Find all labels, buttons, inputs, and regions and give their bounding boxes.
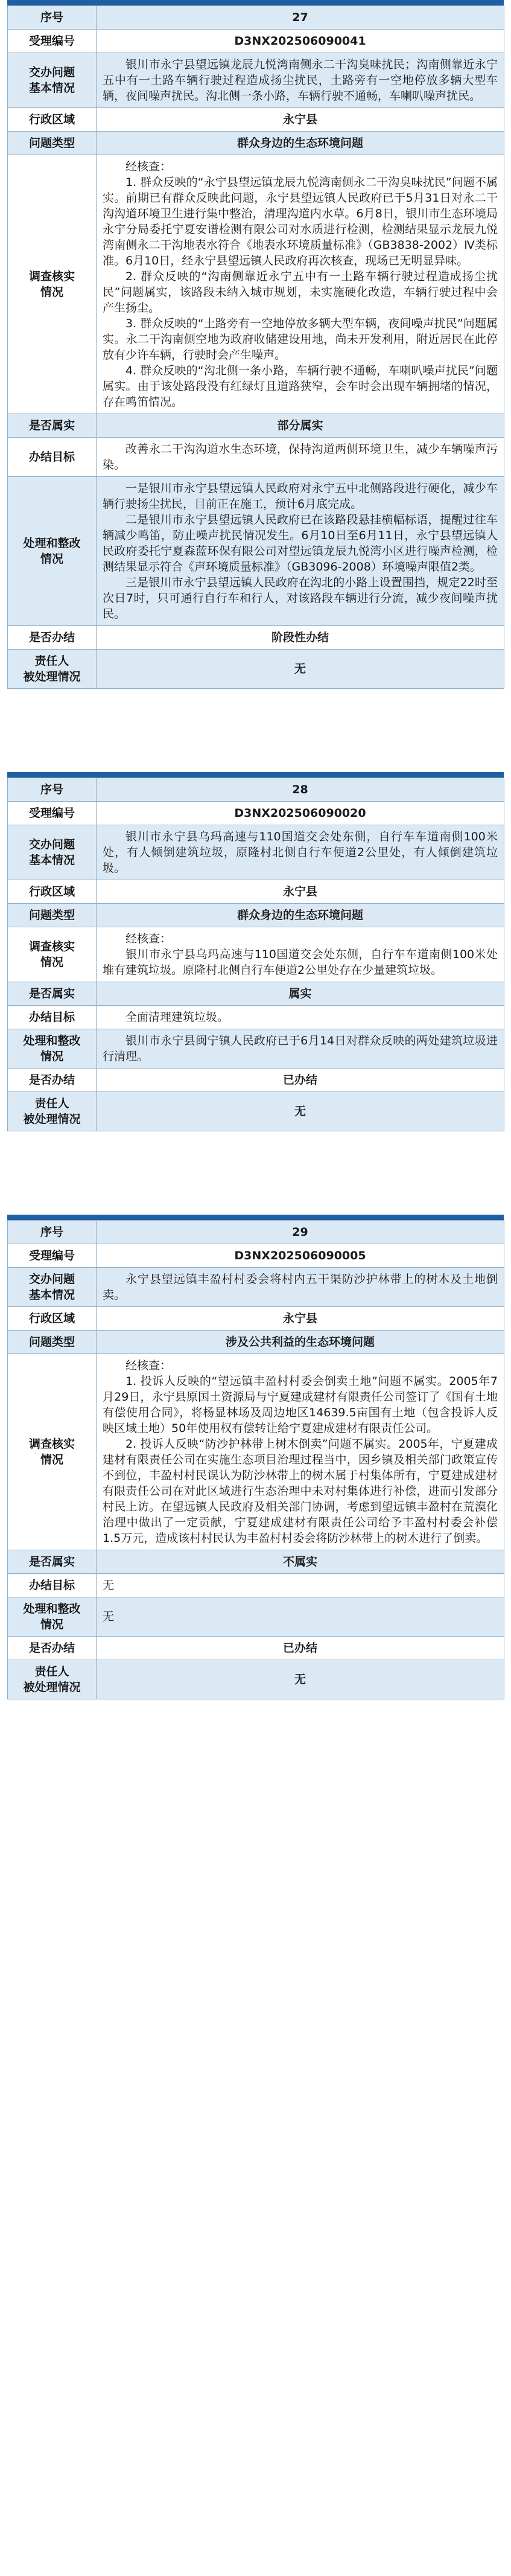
seq-label-text: 序号 — [40, 1226, 63, 1239]
seq-row — [8, 778, 504, 802]
investigation-row — [8, 1354, 504, 1550]
seq-label-text: 序号 — [40, 783, 63, 796]
issue-type-row — [8, 132, 504, 155]
goal-label — [8, 1574, 97, 1597]
completed-label-text: 是否办结 — [28, 1641, 75, 1655]
region-row — [8, 880, 504, 904]
investigation-value — [97, 927, 504, 982]
verified-row — [8, 982, 504, 1006]
assigned-issue-value: 银川市永宁县望远镇龙辰九悦湾南侧永二干沟臭味扰民；沟南侧靠近永宁五中有一土路车辆行驶过程造成扬尘扰民，土路旁有一空地停放多辆大型车辆，夜间噪声扰民。沟北侧一条小路，车辆行驶不通畅，车喇叭噪声扰民。 — [97, 53, 504, 108]
handling-value — [97, 1029, 504, 1069]
acceptance-id-value: D3NX202506090020 — [97, 802, 504, 825]
accountability-row — [8, 1660, 504, 1699]
completed-value: 已办结 — [97, 1069, 504, 1092]
assigned-issue-row — [8, 53, 504, 108]
accountability-label — [8, 650, 97, 689]
investigation-value-paragraph: 2. 群众反映的“沟南侧靠近永宁五中有一土路车辆行驶过程造成扬尘扰民”问题属实，该路段未纳入城市规划，未实施硬化改造，车辆行驶过程中会产生扬尘。 — [103, 270, 498, 315]
assigned-issue-value: 永宁县望远镇丰盈村村委会将村内五干渠防沙护林带上的树木及土地倒卖。 — [97, 1268, 504, 1307]
completed-label — [8, 1069, 97, 1092]
handling-label-text: 情况 — [40, 552, 63, 566]
investigation-label — [8, 155, 97, 414]
verified-label-text: 是否属实 — [28, 987, 75, 1000]
region-label — [8, 880, 97, 904]
verified-value: 不属实 — [97, 1550, 504, 1574]
goal-value-paragraph: 改善永二干沟沟道水生态环境，保持沟道两侧环境卫生，减少车辆噪声污染。 — [103, 443, 498, 471]
record-top-bar — [7, 1215, 504, 1220]
handling-label-text: 情况 — [40, 1050, 63, 1063]
region-row — [8, 108, 504, 132]
investigation-value-paragraph: 经核查： — [125, 1359, 172, 1372]
issue-type-value: 群众身边的生态环境问题 — [97, 132, 504, 155]
seq-row — [8, 6, 504, 30]
completed-row — [8, 626, 504, 650]
issue-type-row — [8, 904, 504, 927]
accountability-label-text: 被处理情况 — [23, 1113, 81, 1126]
verified-value: 部分属实 — [97, 414, 504, 438]
verified-label — [8, 1550, 97, 1574]
region-label-text: 行政区域 — [28, 113, 75, 126]
goal-label-text: 办结目标 — [28, 1579, 75, 1592]
accountability-label — [8, 1660, 97, 1699]
accountability-row — [8, 1092, 504, 1131]
completed-value: 已办结 — [97, 1637, 504, 1660]
region-value: 永宁县 — [97, 108, 504, 132]
verified-label-text: 是否属实 — [28, 1555, 75, 1568]
completed-label — [8, 626, 97, 650]
verified-label — [8, 414, 97, 438]
investigation-label-text: 调查核实 — [28, 940, 75, 953]
case-record — [7, 1215, 504, 1699]
investigation-value-paragraph: 2. 投诉人反映“防沙护林带上树木倒卖”问题不属实。2005年，宁夏建成建材有限责任公司在实施生态项目治理过程当中，因乡镇及相关部门政策宣传不到位，丰盈村村民误认为防沙林带上的树木属于村集体所有，宁夏建成建材有限责任公司在对此区域进行生态治理中未对村集体进行补偿，进而引发部分村民上访。在望远镇人民政府及相关部门协调，考虑到望远镇丰盈村在荒漠化治理中做出了一定贡献，宁夏建成建材有限责任公司给予丰盈村村委会补偿1.5万元，造成该村村民认为丰盈村村委会将防沙林带上的树木进行了倒卖。 — [103, 1437, 498, 1545]
region-label — [8, 108, 97, 132]
goal-row — [8, 438, 504, 477]
investigation-value-paragraph: 经核查： — [125, 160, 172, 173]
investigation-value-paragraph: 4. 群众反映的“沟北侧一条小路，车辆行驶不通畅，车喇叭噪声扰民”问题属实。由于该处路段没有红绿灯且道路狭窄，会车时会出现车辆拥堵的情况，存在鸣笛情况。 — [103, 364, 498, 409]
record-table — [7, 1220, 504, 1699]
handling-value-paragraph: 三是银川市永宁县望远镇人民政府在沟北的小路上设置围挡，规定22时至次日7时，只可通行自行车和行人，对该路段车辆进行分流，减少夜间噪声扰民。 — [103, 576, 498, 621]
accountability-value: 无 — [97, 1660, 504, 1699]
handling-value — [97, 1597, 504, 1637]
assigned-issue-label-text: 交办问题 — [28, 66, 75, 79]
handling-label-text: 处理和整改 — [23, 537, 81, 550]
region-label — [8, 1307, 97, 1331]
goal-row — [8, 1006, 504, 1029]
completed-label — [8, 1637, 97, 1660]
goal-value — [97, 438, 504, 477]
case-record — [7, 772, 504, 1131]
assigned-issue-label-text: 基本情况 — [28, 81, 75, 95]
handling-label-text: 情况 — [40, 1618, 63, 1631]
accountability-label-text: 被处理情况 — [23, 1681, 81, 1694]
goal-value-paragraph: 全面清理建筑垃圾。 — [125, 1011, 229, 1024]
goal-value — [97, 1574, 504, 1597]
record-table — [7, 778, 504, 1131]
region-value: 永宁县 — [97, 1307, 504, 1331]
goal-label — [8, 1006, 97, 1029]
seq-row — [8, 1221, 504, 1244]
acceptance-id-label-text: 受理编号 — [28, 34, 75, 48]
handling-label — [8, 1597, 97, 1637]
assigned-issue-row — [8, 1268, 504, 1307]
investigation-label — [8, 1354, 97, 1550]
issue-type-label — [8, 132, 97, 155]
completed-label-text: 是否办结 — [28, 1073, 75, 1087]
acceptance-id-row — [8, 30, 504, 53]
handling-value-paragraph: 二是银川市永宁县望远镇人民政府已在该路段悬挂横幅标语，提醒过往车辆减少鸣笛，防止噪声扰民情况发生。6月10日至6月11日，永宁县望远镇人民政府委托宁夏森蓝环保有限公司对望远镇龙辰九悦湾小区进行噪声检测，检测结果显示符合《声环境质量标准》（GB3096-2008）环境噪声限值2类。 — [103, 513, 498, 574]
region-row — [8, 1307, 504, 1331]
issue-type-label-text: 问题类型 — [28, 909, 75, 922]
issue-type-row — [8, 1331, 504, 1354]
issue-type-label — [8, 1331, 97, 1354]
record-table — [7, 5, 504, 689]
handling-value-paragraph: 银川市永宁县闽宁镇人民政府已于6月14日对群众反映的两处建筑垃圾进行清理。 — [103, 1034, 498, 1063]
handling-label-text: 处理和整改 — [23, 1034, 81, 1047]
completed-value: 阶段性办结 — [97, 626, 504, 650]
investigation-row — [8, 927, 504, 982]
completed-row — [8, 1637, 504, 1660]
goal-label-text: 办结目标 — [28, 1011, 75, 1024]
handling-label — [8, 1029, 97, 1069]
record-top-bar — [7, 772, 504, 778]
seq-value: 28 — [97, 778, 504, 802]
verified-row — [8, 414, 504, 438]
handling-value-paragraph: 一是银川市永宁县望远镇人民政府对永宁五中北侧路段进行硬化，减少车辆行驶扬尘扰民，目前正在施工，预计6月底完成。 — [103, 482, 498, 511]
goal-value-paragraph: 无 — [103, 1579, 115, 1592]
acceptance-id-row — [8, 1244, 504, 1268]
record-top-bar — [7, 0, 504, 5]
assigned-issue-label-text: 交办问题 — [28, 838, 75, 851]
acceptance-id-label-text: 受理编号 — [28, 1249, 75, 1262]
seq-label — [8, 1221, 97, 1244]
assigned-issue-label — [8, 1268, 97, 1307]
completed-row — [8, 1069, 504, 1092]
verified-row — [8, 1550, 504, 1574]
investigation-value — [97, 155, 504, 414]
issue-type-label-text: 问题类型 — [28, 136, 75, 150]
accountability-value: 无 — [97, 650, 504, 689]
issue-type-label-text: 问题类型 — [28, 1335, 75, 1349]
accountability-label-text: 责任人 — [34, 654, 69, 668]
case-record — [7, 0, 504, 689]
seq-value: 29 — [97, 1221, 504, 1244]
acceptance-id-label-text: 受理编号 — [28, 807, 75, 820]
investigation-value-paragraph: 1. 投诉人反映的“望远镇丰盈村村委会倒卖土地”问题不属实。2005年7月29日，永宁县原国土资源局与宁夏建成建材有限责任公司签订了《国有土地有偿使用合同》，将杨显林场及周边地区14639.5亩国有土地（包含投诉人反映区域土地）50年使用权有偿转让给宁夏建成建材有限责任公司。 — [103, 1375, 498, 1435]
region-label-text: 行政区域 — [28, 885, 75, 898]
assigned-issue-label-text: 基本情况 — [28, 1288, 75, 1302]
issue-type-value: 群众身边的生态环境问题 — [97, 904, 504, 927]
investigation-label-text: 调查核实 — [28, 1437, 75, 1451]
verified-label-text: 是否属实 — [28, 419, 75, 432]
goal-row — [8, 1574, 504, 1597]
handling-label-text: 处理和整改 — [23, 1602, 81, 1616]
goal-label — [8, 438, 97, 477]
goal-value — [97, 1006, 504, 1029]
accountability-label-text: 责任人 — [34, 1665, 69, 1678]
investigation-value-paragraph: 经核查： — [125, 932, 172, 945]
investigation-label-text: 调查核实 — [28, 270, 75, 283]
accountability-row — [8, 650, 504, 689]
investigation-value-paragraph: 3. 群众反映的“土路旁有一空地停放多辆大型车辆，夜间噪声扰民”问题属实。永二干沟南侧空地为政府收储建设用地，尚未开发利用，附近居民在此停放有少许车辆，行驶时会产生噪声。 — [103, 317, 498, 362]
acceptance-id-value: D3NX202506090041 — [97, 30, 504, 53]
accountability-label-text: 责任人 — [34, 1097, 69, 1110]
assigned-issue-label — [8, 825, 97, 880]
accountability-label — [8, 1092, 97, 1131]
investigation-label-text: 情况 — [40, 956, 63, 969]
handling-value — [97, 477, 504, 626]
accountability-value: 无 — [97, 1092, 504, 1131]
acceptance-id-row — [8, 802, 504, 825]
accountability-label-text: 被处理情况 — [23, 670, 81, 683]
investigation-label-text: 情况 — [40, 1453, 63, 1466]
assigned-issue-value: 银川市永宁县乌玛高速与110国道交会处东侧，自行车车道南侧100米处，有人倾倒建筑垃圾，原隆村北侧自行车便道2公里处，有人倾倒建筑垃圾。 — [97, 825, 504, 880]
investigation-label-text: 情况 — [40, 286, 63, 299]
seq-value: 27 — [97, 6, 504, 30]
investigation-value-paragraph: 1. 群众反映的“永宁县望远镇龙辰九悦湾南侧永二干沟臭味扰民”问题不属实。前期已有群众反映此问题，永宁县望远镇人民政府已于5月31日对永二干沟沟道环境卫生进行集中整治，清理沟道内水草。6月8日，银川市生态环境局永宁分局委托宁夏安谱检测有限公司对水质进行检测，检测结果显示龙辰九悦湾南侧永二干沟地表水符合《地表水环境质量标准》（GB3838-2002）Ⅳ类标准。6月10日，经永宁县望远镇人民政府再次核查，现场已无明显异味。 — [103, 176, 498, 267]
acceptance-id-label — [8, 30, 97, 53]
investigation-value — [97, 1354, 504, 1550]
assigned-issue-label-text: 交办问题 — [28, 1273, 75, 1286]
issue-type-value: 涉及公共利益的生态环境问题 — [97, 1331, 504, 1354]
goal-label-text: 办结目标 — [28, 450, 75, 464]
handling-row — [8, 477, 504, 626]
assigned-issue-label-text: 基本情况 — [28, 854, 75, 867]
handling-row — [8, 1597, 504, 1637]
investigation-value-paragraph: 银川市永宁县乌玛高速与110国道交会处东侧，自行车车道南侧100米处堆有建筑垃圾。原隆村北侧自行车便道2公里处存在少量建筑垃圾。 — [103, 948, 498, 977]
seq-label-text: 序号 — [40, 11, 63, 24]
verified-label — [8, 982, 97, 1006]
assigned-issue-label — [8, 53, 97, 108]
assigned-issue-row — [8, 825, 504, 880]
seq-label — [8, 6, 97, 30]
handling-label — [8, 477, 97, 626]
issue-type-label — [8, 904, 97, 927]
investigation-label — [8, 927, 97, 982]
acceptance-id-label — [8, 802, 97, 825]
completed-label-text: 是否办结 — [28, 631, 75, 644]
handling-value-paragraph: 无 — [103, 1610, 115, 1623]
seq-label — [8, 778, 97, 802]
handling-row — [8, 1029, 504, 1069]
acceptance-id-label — [8, 1244, 97, 1268]
region-label-text: 行政区域 — [28, 1312, 75, 1325]
acceptance-id-value: D3NX202506090005 — [97, 1244, 504, 1268]
region-value: 永宁县 — [97, 880, 504, 904]
investigation-row — [8, 155, 504, 414]
verified-value: 属实 — [97, 982, 504, 1006]
